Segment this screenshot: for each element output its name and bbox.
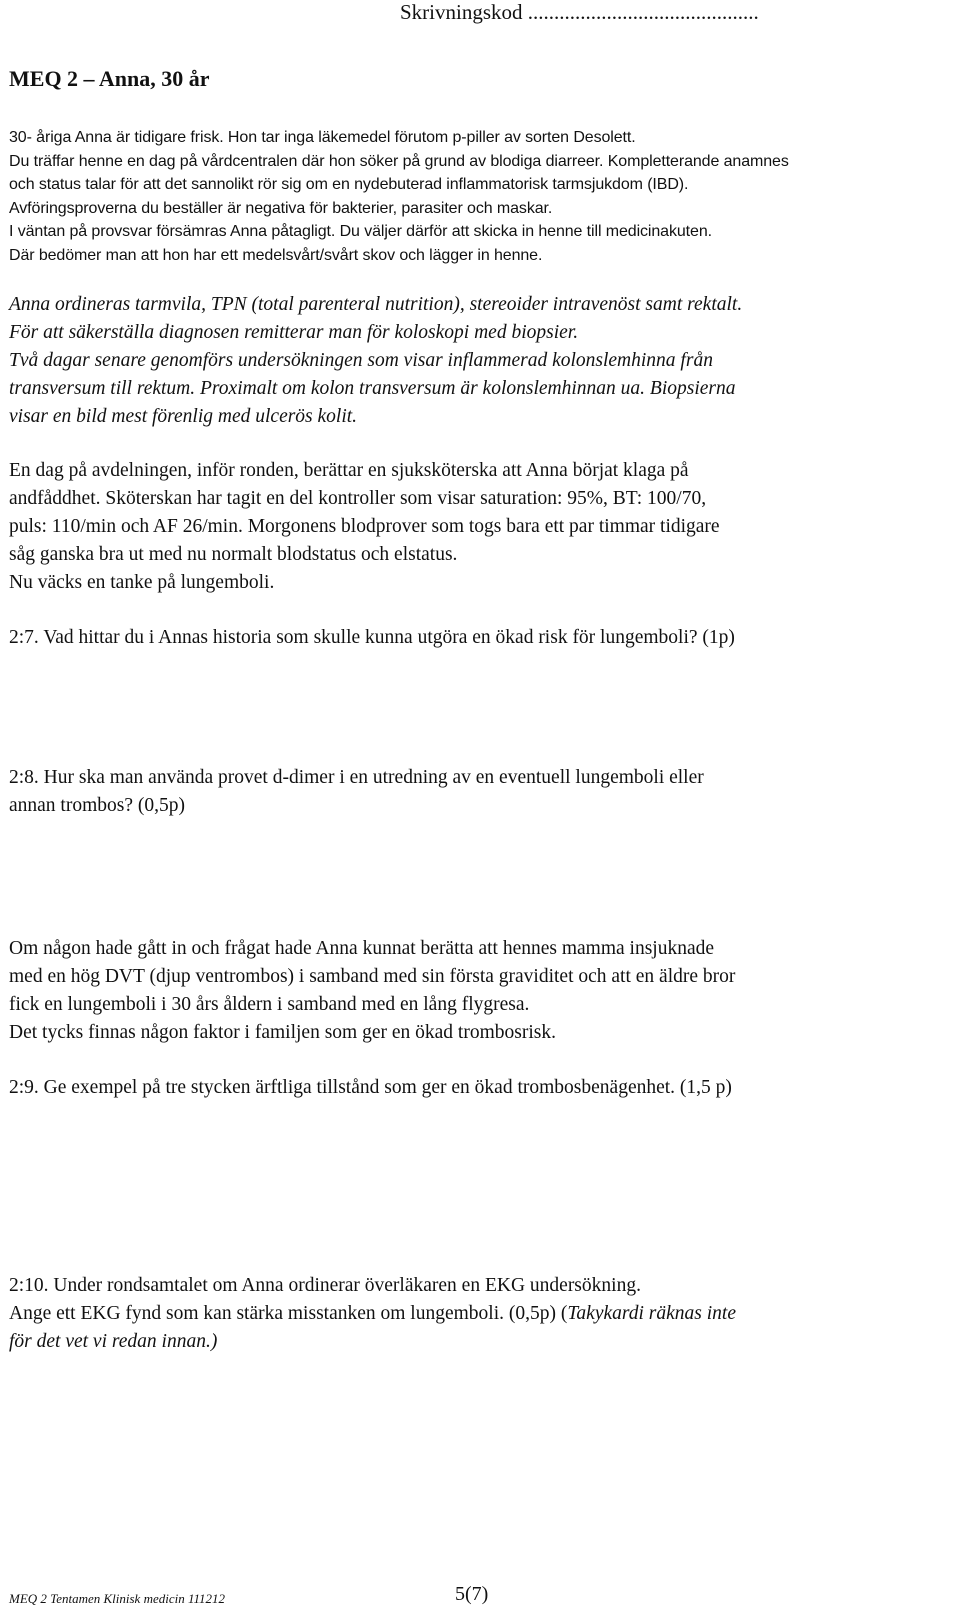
question-2-10-line: 2:10. Under rondsamtalet om Anna ordinerar överläkaren en EKG undersökning. xyxy=(9,1275,641,1296)
question-2-10-line xyxy=(9,1303,736,1325)
footer-exam-label: MEQ 2 Tentamen Klinisk medicin 111212 xyxy=(9,1591,226,1606)
intro-line: Där bedömer man att hon har ett medelsvårt/svårt skov och lägger in henne. xyxy=(9,247,543,264)
question-2-7: 2:7. Vad hittar du i Annas historia som skulle kunna utgöra en ökad risk för lungemboli? (1p) xyxy=(9,627,735,648)
page-number: 5(7) xyxy=(455,1583,489,1605)
ward-line: Nu väcks en tanke på lungemboli. xyxy=(9,572,275,593)
treatment-line: För att säkerställa diagnosen remitterar man för koloskopi med biopsier. xyxy=(9,322,579,343)
question-2-10-note-cont: för det vet vi redan innan.) xyxy=(9,1331,218,1352)
treatment-line: Två dagar senare genomförs undersökningen som visar inflammerad kolonslemhinna från xyxy=(9,350,713,371)
family-history-line: med en hög DVT (djup ventrombos) i samband med sin första graviditet och att en äldre bror xyxy=(9,966,736,987)
exam-code-label: Skrivningskod ............................................ xyxy=(400,0,759,24)
ward-line: såg ganska bra ut med nu normalt blodstatus och elstatus. xyxy=(9,544,458,565)
family-history-line: Det tycks finnas någon faktor i familjen som ger en ökad trombosrisk. xyxy=(9,1022,556,1043)
question-2-8-line: annan trombos? (0,5p) xyxy=(9,795,185,816)
question-2-10-text: Ange ett EKG fynd som kan stärka misstanken om lungemboli. (0,5p) ( xyxy=(9,1303,568,1324)
question-2-8-line: 2:8. Hur ska man använda provet d-dimer i en utredning av en eventuell lungemboli eller xyxy=(9,767,704,788)
intro-line: Du träffar henne en dag på vårdcentralen där hon söker på grund av blodiga diarreer. Kompletterande anamnes xyxy=(9,153,789,170)
question-2-9: 2:9. Ge exempel på tre stycken ärftliga tillstånd som ger en ökad trombosbenägenhet. (1,5 p) xyxy=(9,1077,732,1098)
intro-line: I väntan på provsvar försämras Anna påtagligt. Du väljer därför att skicka in henne till medicinakuten. xyxy=(9,223,712,240)
family-history-line: Om någon hade gått in och frågat hade Anna kunnat berätta att hennes mamma insjuknade xyxy=(9,938,715,959)
treatment-line: Anna ordineras tarmvila, TPN (total parenteral nutrition), stereoider intravenöst samt rektalt. xyxy=(9,294,743,315)
ward-line: puls: 110/min och AF 26/min. Morgonens blodprover som togs bara ett par timmar tidigare xyxy=(9,516,720,537)
intro-line: och status talar för att det sannolikt rör sig om en nydebuterad inflammatorisk tarmsjukdom (IBD). xyxy=(9,176,689,193)
intro-line: Avföringsproverna du beställer är negativa för bakterier, parasiter och maskar. xyxy=(9,200,553,217)
treatment-line: visar en bild mest förenlig med ulcerös kolit. xyxy=(9,406,358,427)
family-history-line: fick en lungemboli i 30 års åldern i samband med en lång flygresa. xyxy=(9,994,530,1015)
page-title: MEQ 2 – Anna, 30 år xyxy=(9,66,210,91)
ward-line: En dag på avdelningen, inför ronden, berättar en sjuksköterska att Anna börjat klaga på xyxy=(9,460,689,481)
treatment-line: transversum till rektum. Proximalt om kolon transversum är kolonslemhinnan ua. Biopsierna xyxy=(9,378,736,399)
intro-line: 30- åriga Anna är tidigare frisk. Hon tar inga läkemedel förutom p-piller av sorten Desolett. xyxy=(9,129,636,146)
question-2-10-note: Takykardi räknas inte xyxy=(567,1303,736,1324)
ward-line: andfåddhet. Sköterskan har tagit en del kontroller som visar saturation: 95%, BT: 100/70, xyxy=(9,488,707,509)
